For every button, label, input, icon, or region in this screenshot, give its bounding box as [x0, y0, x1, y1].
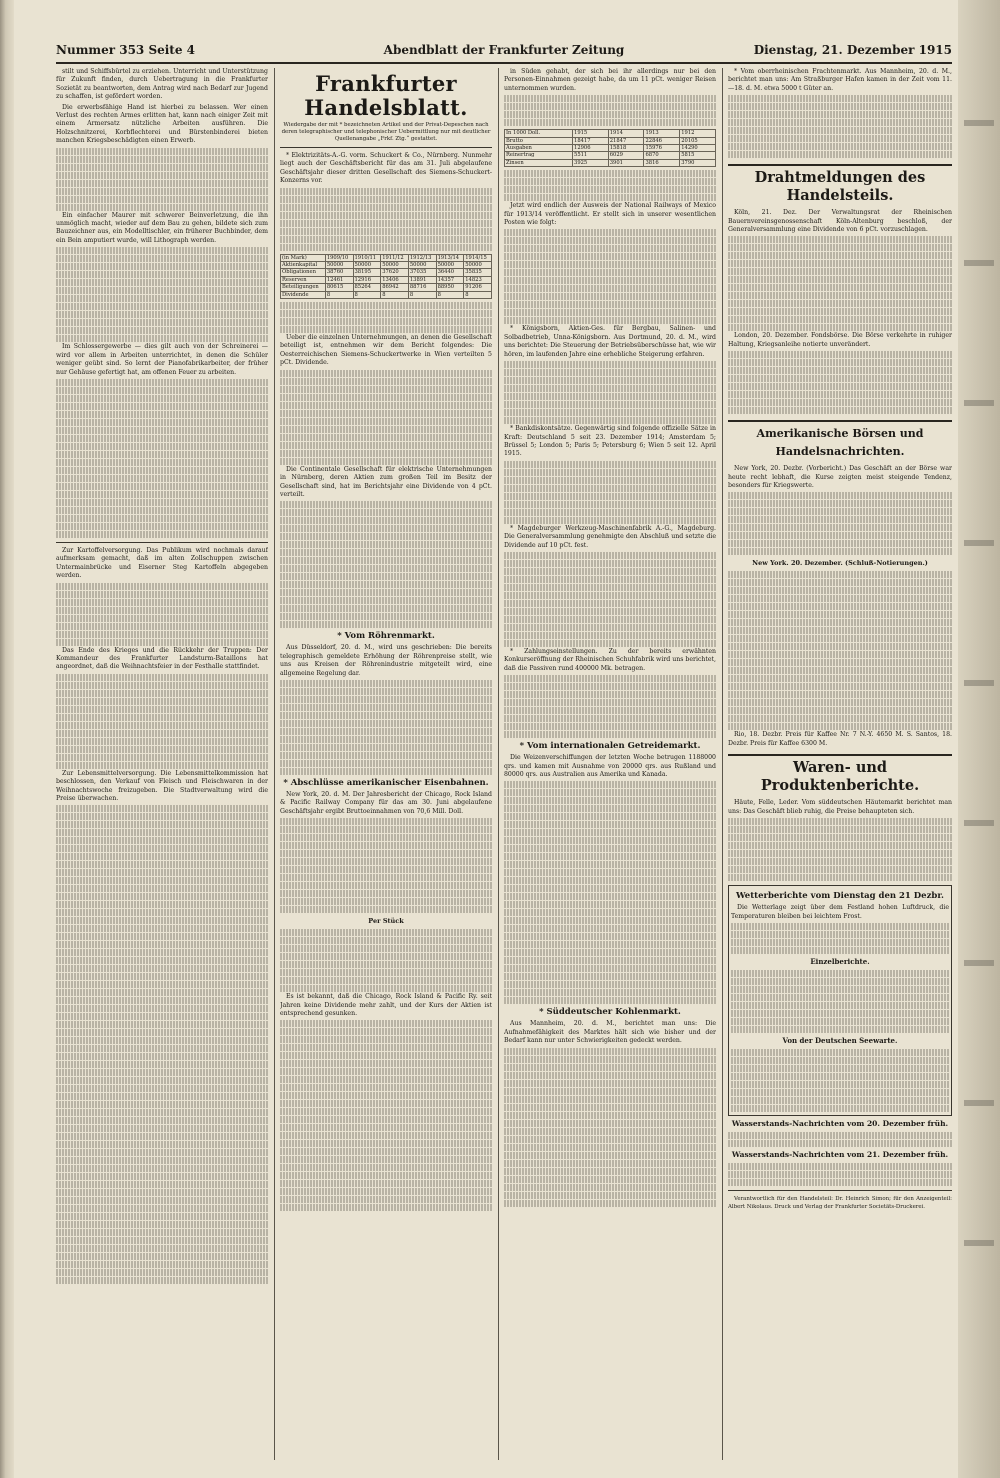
table-row: [281, 262, 492, 269]
article-paragraph: London, 20. Dezember. Fondsbörse. Die Börse verkehrte in ruhiger Haltung, Kriegsanleihe notierte unverändert.: [728, 332, 952, 348]
article-paragraph: Zur Lebensmittelversorgung. Die Lebensmittelkommission hat beschlossen, den Verkauf von Fleisch und Fleischwaren in der Weihnachtswoche freizugeben. Die Stadtverwaltung wird die Preise überwachen.: [56, 769, 268, 802]
table-cell: Aktienkapital: [281, 262, 326, 269]
table-header-cell: (in Mark): [281, 254, 326, 261]
imprint: Verantwortlich für den Handelsteil: Dr. Heinrich Simon; für den Anzeigenteil: Albert Nikolaus. Druck und Verlag der Frankfurter Societäts-Druckerei.: [728, 1195, 952, 1211]
table-header-cell: 1909/10: [325, 254, 353, 261]
table-header-cell: 1912: [680, 130, 716, 137]
table-cell: 85264: [353, 284, 381, 291]
table-caption: Per Stück: [368, 917, 404, 926]
table-cell: 14823: [464, 276, 492, 283]
table-cell: 13891: [408, 276, 436, 283]
table-cell: Ausgaben: [505, 145, 573, 152]
table-cell: Zinsen: [505, 159, 573, 166]
book-binding: [0, 0, 14, 1478]
weather-subheading: Einzelberichte.: [810, 956, 870, 966]
table-cell: 50000: [353, 262, 381, 269]
table-row: [281, 291, 492, 298]
table-cell: 50000: [436, 262, 464, 269]
column-rule: [722, 68, 723, 1460]
article-paragraph: * Vom oberrheinischen Frachtenmarkt. Aus Mannheim, 20. d. M., berichtet man uns: Am Straßburger Hafen kamen in der Zeit vom 11.—18. d. M. etwa 5000 t Güter an.: [728, 68, 952, 92]
column-rule: [274, 68, 275, 1460]
table-cell: 15976: [644, 145, 680, 152]
column-3: [504, 68, 716, 1460]
table-cell: 6029: [608, 152, 644, 159]
table-header-cell: 1913: [644, 130, 680, 137]
table-cell: 3901: [608, 159, 644, 166]
table-row: [281, 276, 492, 283]
table-cell: 50000: [381, 262, 409, 269]
table-cell: 8: [325, 291, 353, 298]
table-row: [281, 284, 492, 291]
table-cell: 3816: [644, 159, 680, 166]
newspaper-page: [56, 40, 952, 1460]
column-1: [56, 68, 268, 1460]
table-cell: 38760: [325, 269, 353, 276]
table-cell: 37035: [408, 269, 436, 276]
article-paragraph: Die Continentale Gesellschaft für elektrische Unternehmungen in Nürnberg, deren Aktien zum großen Teil im Besitz der Gesellschaft sind, hat im Berichtsjahr eine Dividende von 4 pCt. verteilt.: [280, 465, 492, 498]
table-cell: 15818: [608, 145, 644, 152]
table-row: [505, 152, 716, 159]
article-heading: * Süddeutscher Kohlenmarkt.: [539, 1007, 681, 1018]
newspaper-title: Abendblatt der Frankfurter Zeitung: [383, 43, 625, 57]
table-cell: 8: [381, 291, 409, 298]
table-row: [281, 269, 492, 276]
table-cell: 3790: [680, 159, 716, 166]
table-header-cell: 1912/13: [408, 254, 436, 261]
table-cell: 14357: [436, 276, 464, 283]
table-cell: 14290: [680, 145, 716, 152]
issue-number: Nummer 353 Seite 4: [56, 43, 196, 57]
table-cell: 5815: [680, 152, 716, 159]
article-paragraph: stilt und Schiffsbürtel zu erziehen. Unterricht und Unterstützung für Zukunft finden, durch Uebertragung in die Frankfurter Sozietät zu beantworten, dem Antrag wird nach Bedarf zur Jugend zu schaffen, ist gefördert worden.: [56, 68, 268, 101]
table-cell: Dividende: [281, 291, 326, 298]
table-cell: Beteiligungen: [281, 284, 326, 291]
article-paragraph: New York, 20. Dezbr. (Vorbericht.) Das Geschäft an der Börse war heute recht lebhaft, die Kurse zeigten meist steigende Tendenz, besonders für Kriegswerte.: [728, 465, 952, 490]
table-cell: 50000: [325, 262, 353, 269]
table-cell: 12461: [325, 276, 353, 283]
article-paragraph: Im Schlossergewerbe — dies gilt auch von der Schreinerei — wird vor allem in Arbeiten unterrichtet, in denen die Schüler weniger geübt sind. So lernt der Pianofabrikarbeiter, der früher nur Gehäuse gefertigt hat, am offenen Feuer zu arbeiten.: [56, 343, 268, 376]
table-caption: New York. 20. Dezember. (Schluß-Notierungen.): [752, 559, 928, 568]
weather-title: Wetterberichte vom Dienstag den 21 Dezbr.: [735, 891, 945, 902]
issue-date: Dienstag, 21. Dezember 1915: [753, 43, 952, 57]
table-cell: 80615: [325, 284, 353, 291]
article-paragraph: Rio, 18. Dezbr. Preis für Kaffee Nr. 7 N.-Y. 4650 M. S. Santos, 18. Dezbr. Preis für Kaffee 6300 M.: [728, 731, 952, 747]
column-4: [728, 68, 952, 1460]
article-paragraph: Zur Kartoffelversorgung. Das Publikum wird nochmals darauf aufmerksam gemacht, daß im alten Zollschuppen zwischen Untermainbrücke und Eiserner Steg Kartoffeln abgegeben werden.: [56, 546, 268, 580]
article-paragraph: Die Weizenverschiffungen der letzten Woche betrugen 1188000 qrs. und kamen mit Ausnahme von 20000 qrs. aus Rußland und 80000 qrs. aus Australien aus Amerika und Kanada.: [504, 754, 716, 778]
table-cell: 5511: [573, 152, 609, 159]
article-paragraph: * Bankdiskontsätze. Gegenwärtig sind folgende offizielle Sätze in Kraft: Deutschland 5 seit 23. Dezember 1914; Amsterdam 5; Brüssel 5; London 5; Paris 5; Petersburg 6; Wien 5 seit 12. April 1915.: [504, 425, 716, 458]
article-paragraph: Ueber die einzelnen Unternehmungen, an denen die Gesellschaft beteiligt ist, entnehmen wir dem Bericht folgendes: Die Oesterreichischen Siemens-Schuckertwerke in Wien verteilten 5 pCt. Dividende.: [280, 334, 492, 367]
column-2: [280, 68, 492, 1460]
table-header-cell: 1914/15: [464, 254, 492, 261]
article-paragraph: * Elektrizitäts-A.-G. vorm. Schuckert & Co., Nürnberg. Nunmehr liegt auch der Geschäftsbericht für das am 31. Juli abgelaufene Geschäftsjahr dieser dritten Gesellschaft des Siemens-Schuckert-Konzerns vor.: [280, 152, 492, 185]
article-paragraph: * Zahlungseinstellungen. Zu der bereits erwähnten Konkurseröffnung der Rheinischen Schuhfabrik wird uns berichtet, daß die Passiven rund 400000 Mk. betragen.: [504, 647, 716, 672]
page-header: [56, 40, 952, 64]
article-paragraph: Das Ende des Krieges und die Rückkehr der Truppen: Der Kommandeur des Frankfurter Landsturm-Bataillons hat angeordnet, daß die Weihnachtsfeier in der Festhalle stattfindet.: [56, 646, 268, 671]
water-level-heading: Wasserstands-Nachrichten vom 21. Dezember früh.: [731, 1149, 949, 1159]
table-header-cell: 1911/12: [381, 254, 409, 261]
table-header-cell: In 1000 Doll.: [505, 130, 573, 137]
table-cell: 21847: [608, 137, 644, 144]
article-paragraph: Es ist bekannt, daß die Chicago, Rock Island & Pacific Ry. seit Jahren keine Dividende mehr zahlt, und der Kurs der Aktien ist entsprechend gesunken.: [280, 993, 492, 1017]
table-cell: 12906: [573, 145, 609, 152]
table-cell: 50000: [464, 262, 492, 269]
column-rule: [498, 68, 499, 1460]
section-title: Drahtmeldungen des Handelsteils.: [728, 164, 952, 205]
table-cell: Obligationen: [281, 269, 326, 276]
article-paragraph: Häute, Felle, Leder. Vom süddeutschen Häutemarkt berichtet man uns: Das Geschäft blieb ruhig, die Preise behaupteten sich.: [728, 799, 952, 815]
table-cell: 8: [353, 291, 381, 298]
masthead-notice: Wiedergabe der mit * bezeichneten Artikel und der Privat-Depeschen nach deren telegraphischer und telephonischer Uebermittlung nur mit deutlicher Quellenangabe „Frkf. Ztg.“ gestattet.: [281, 122, 491, 142]
article-paragraph: * Königsborn, Aktien-Ges. für Bergbau, Salinen- und Solbadbetrieb, Unna-Königsborn. Aus Dortmund, 20. d. M., wird uns berichtet: Die Steuerung der Betriebsüberschüsse hat, wie wir hören, im laufenden Jahre eine erhebliche Steigerung erfahren.: [504, 325, 716, 358]
table-row: [505, 159, 716, 166]
article-paragraph: Aus Düsseldorf, 20. d. M., wird uns geschrieben: Die bereits telegraphisch gemeldete Erhöhung der Röhrenpreise stellt, wie uns aus Kreisen der Röhrenindustrie mitgeteilt wird, eine allgemeine Regelung dar.: [280, 644, 492, 677]
section-title: Amerikanische Börsen und Handelsnachrichten.: [728, 420, 952, 461]
table-cell: 36440: [436, 269, 464, 276]
article-heading: * Vom Röhrenmarkt.: [337, 631, 435, 642]
table-cell: 6870: [644, 152, 680, 159]
table-cell: 8: [436, 291, 464, 298]
table-cell: 18417: [573, 137, 609, 144]
water-level-heading: Wasserstands-Nachrichten vom 20. Dezember früh.: [731, 1118, 949, 1128]
table-cell: 13406: [381, 276, 409, 283]
table-cell: Reinertrag: [505, 152, 573, 159]
table-cell: 8: [408, 291, 436, 298]
article-paragraph: Jetzt wird endlich der Ausweis der National Railways of Mexico für 1913/14 veröffentlicht. Er stellt sich in unserer wesentlichen Posten wie folgt:: [504, 202, 716, 227]
table-cell: 88950: [436, 284, 464, 291]
article-paragraph: * Magdeburger Werkzeug-Maschinenfabrik A.-G., Magdeburg. Die Generalversammlung genehmigte den Abschluß und setzte die Dividende auf 10 pCt. fest.: [504, 524, 716, 549]
article-paragraph: Ein einfacher Maurer mit schwerer Beinverletzung, die ihn unmöglich macht, wieder auf dem Bau zu gehen, bildete sich zum Bauzeichner aus, ein Modelltischler, ein früherer Buchbinder, dem ein Bein amputiert wurde, will Lithograph werden.: [56, 211, 268, 244]
table-header-cell: 1910/11: [353, 254, 381, 261]
table-cell: 20105: [680, 137, 716, 144]
table-cell: 8: [464, 291, 492, 298]
section-title: Waren- und Produktenberichte.: [728, 754, 952, 795]
table-cell: 12916: [353, 276, 381, 283]
balance-table: [280, 254, 492, 299]
table-row: [505, 145, 716, 152]
earnings-table: [504, 129, 716, 167]
article-paragraph: New York, 20. d. M. Der Jahresbericht der Chicago, Rock Island & Pacific Railway Company für das am 30. Juni abgelaufene Geschäftsjahr ergibt Bruttoeinnahmen von 70,6 Mill. Doll.: [280, 790, 492, 815]
weather-report: [728, 885, 952, 1116]
adjacent-page-edge: [958, 0, 1000, 1478]
table-header-cell: 1914: [608, 130, 644, 137]
table-cell: 88716: [408, 284, 436, 291]
table-header-cell: 1913/14: [436, 254, 464, 261]
table-cell: 22846: [644, 137, 680, 144]
table-cell: 35835: [464, 269, 492, 276]
article-paragraph: in Süden gehabt, der sich bei ihr allerdings nur bei den Personen-Einnahmen gezeigt habe, da um 11 pCt. weniger Reisen unternommen wurden.: [504, 68, 716, 92]
table-cell: 50000: [408, 262, 436, 269]
table-cell: 3925: [573, 159, 609, 166]
article-heading: * Abschlüsse amerikanischer Eisenbahnen.: [283, 777, 489, 788]
article-paragraph: Köln, 21. Dez. Der Verwaltungsrat der Rheinischen Bauernvereinsgenossenschaft Köln-Altenburg beschloß, der Generalversammlung eine Dividende von 6 pCt. vorzuschlagen.: [728, 209, 952, 234]
table-row: [505, 137, 716, 144]
table-cell: 37620: [381, 269, 409, 276]
article-paragraph: Aus Mannheim, 20. d. M., berichtet man uns: Die Aufnahmefähigkeit des Marktes hält sich wie bisher und der Bedarf kann nur unter Schwierigkeiten gedeckt werden.: [504, 1020, 716, 1045]
article-heading: * Vom internationalen Getreidemarkt.: [519, 741, 701, 752]
table-cell: 91206: [464, 284, 492, 291]
table-header-cell: 1915: [573, 130, 609, 137]
table-cell: Reserven: [281, 276, 326, 283]
table-cell: Brutto: [505, 137, 573, 144]
weather-subheading: Von der Deutschen Seewarte.: [782, 1035, 898, 1045]
table-cell: 38195: [353, 269, 381, 276]
article-paragraph: Die erwerbsfähige Hand ist hierbei zu belassen. Wer einen Verlust des rechten Armes erlitten hat, kann nach einiger Zeit mit einem Armersatz nützliche Arbeiten ausführen. Die Holzschnitzerei, Korbflechterei und Bürstenbinderei bieten manchen Kriegsbeschädigten einen Erwerb.: [56, 103, 268, 145]
table-cell: 86942: [381, 284, 409, 291]
weather-text: Die Wetterlage zeigt über dem Festland hohen Luftdruck, die Temperaturen bleiben bei leichtem Frost.: [731, 904, 949, 920]
section-masthead: Frankfurter Handelsblatt.: [304, 71, 468, 120]
